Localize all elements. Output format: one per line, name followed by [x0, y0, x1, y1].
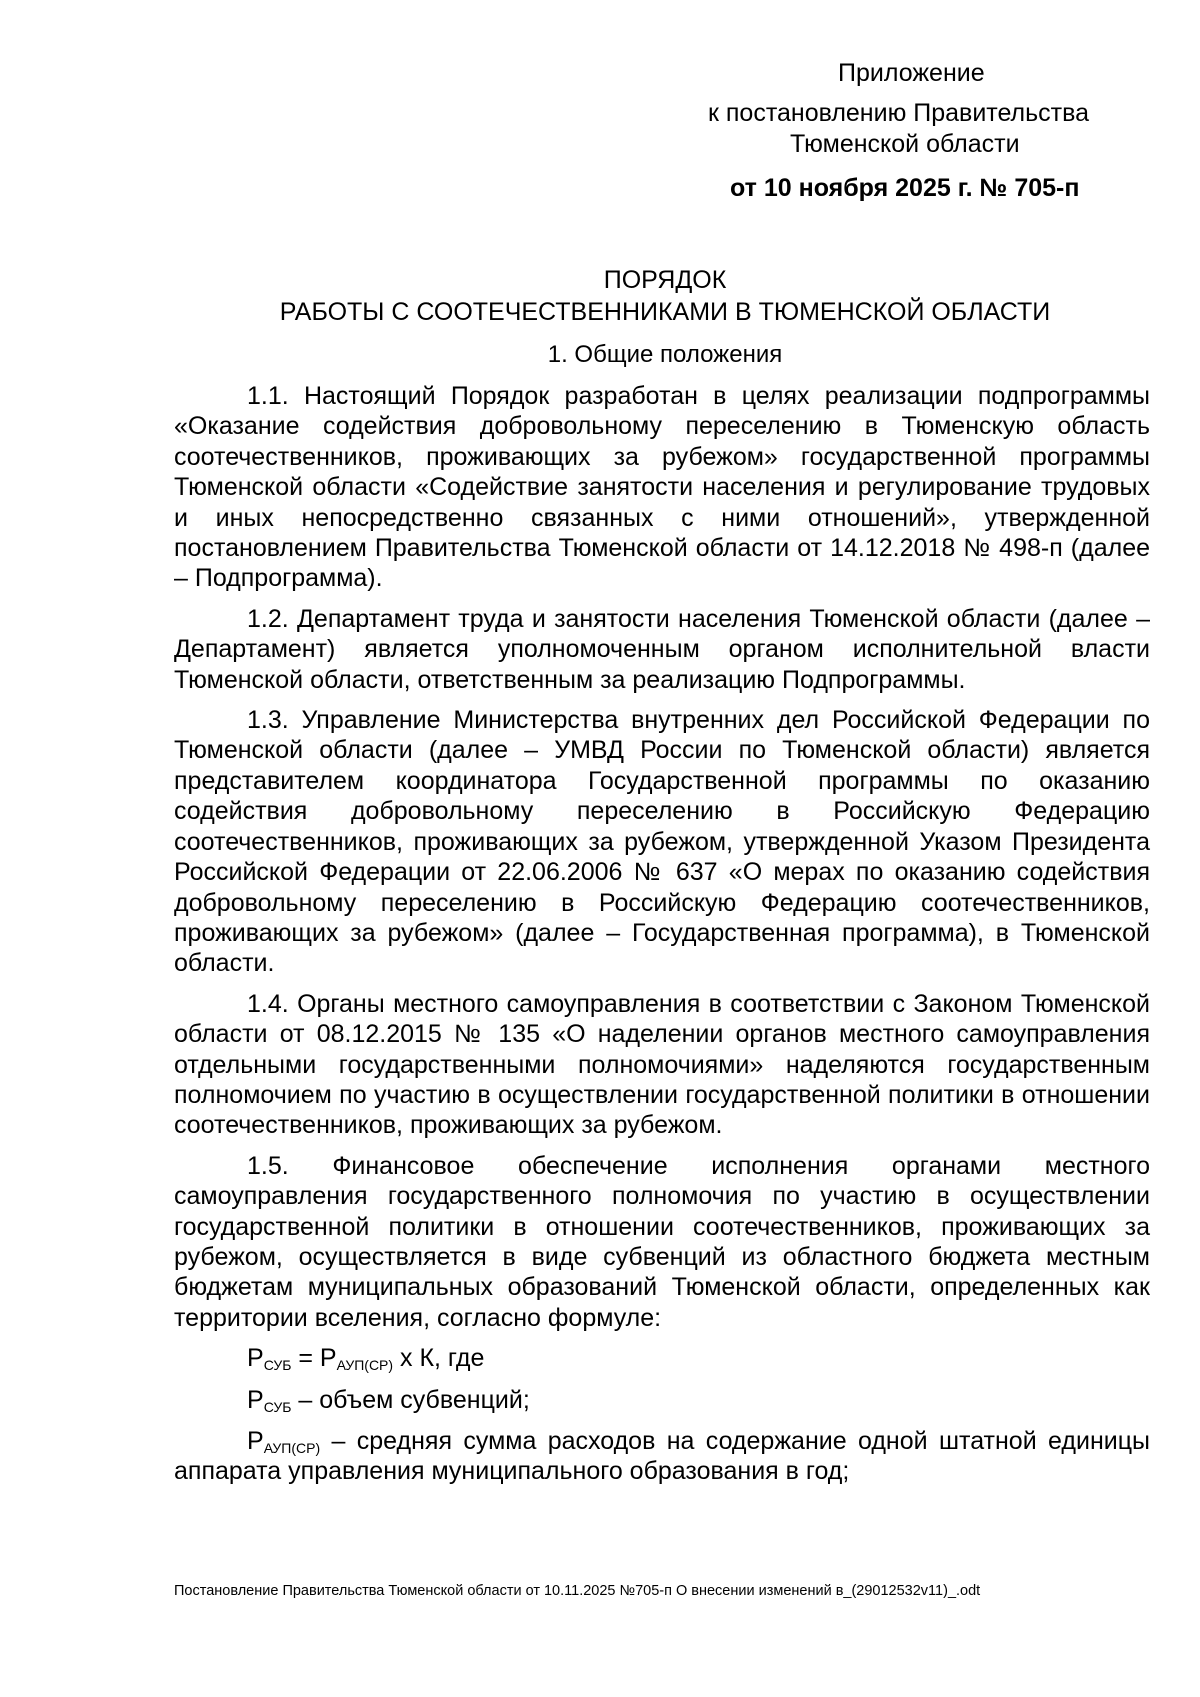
definition-average-expense	[174, 1426, 1150, 1487]
definition-text: – средняя сумма расходов на содержание одной штатной единицы аппарата управления муниципального образования в год;	[174, 1427, 1150, 1486]
paragraph-1-1: 1.1. Настоящий Порядок разработан в целях реализации подпрограммы «Оказание содействия добровольному переселению в Тюменскую область соотечественников, проживающих за рубежом» государственной программы Тюменской области «Содействие занятости населения и регулирование трудовых и иных непосредственно связанных с ними отношений», утвержденной постановлением Правительства Тюменской области от 14.12.2018 № 498-п (далее – Подпрограмма).	[174, 382, 1150, 593]
document-footer: Постановление Правительства Тюменской области от 10.11.2025 №705-п О внесении изменений в_(29012532v11)_.odt	[174, 1583, 981, 1599]
document-body	[174, 381, 1150, 1497]
definition-symbol: Р	[247, 1427, 264, 1455]
formula-subscript: АУП(СР)	[336, 1357, 394, 1374]
resolution-date-number: от 10 ноября 2025 г. № 705-п	[730, 174, 1080, 202]
formula-symbol: Р	[247, 1344, 264, 1373]
document-subtitle: РАБОТЫ С СООТЕЧЕСТВЕННИКАМИ В ТЮМЕНСКОЙ ОБЛАСТИ	[279, 298, 1051, 326]
region-name: Тюменской области	[790, 130, 1020, 158]
formula-symbol: Р	[319, 1344, 337, 1373]
definition-text: – объем субвенций;	[291, 1385, 530, 1414]
paragraph-1-4: 1.4. Органы местного самоуправления в соответствии с Законом Тюменской области от 08.12.2015 № 135 «О наделении органов местного самоуправления отдельными государственными полномочиями» наделяются государственным полномочием по участию в осуществлении государственной политики в отношении соотечественников, проживающих за рубежом.	[174, 989, 1150, 1140]
formula-equals: =	[291, 1344, 320, 1373]
document-title: ПОРЯДОК	[603, 266, 727, 294]
appendix-label: Приложение	[838, 59, 985, 87]
definition-subscript: СУБ	[263, 1398, 292, 1415]
definition-symbol: Р	[247, 1385, 264, 1414]
formula-rest: х К, где	[393, 1344, 485, 1373]
paragraph-1-3: 1.3. Управление Министерства внутренних дел Российской Федерации по Тюменской области (далее – УМВД России по Тюменской области) является представителем координатора Государственной программы по оказанию содействия добровольному переселению в Российскую Федерацию соотечественников, проживающих за рубежом, утвержденной Указом Президента Российской Федерации от 22.06.2006 № 637 «О мерах по оказанию содействия добровольному переселению в Российскую Федерацию соотечественников, проживающих за рубежом» (далее – Государственная программа), в Тюменской области.	[174, 706, 1150, 978]
subvention-formula	[174, 1343, 1150, 1373]
section-heading: 1. Общие положения	[547, 341, 783, 368]
paragraph-1-2: 1.2. Департамент труда и занятости населения Тюменской области (далее – Департамент) является уполномоченным органом исполнительной власти Тюменской области, ответственным за реализацию Подпрограммы.	[174, 604, 1150, 694]
formula-subscript: СУБ	[263, 1357, 292, 1374]
paragraph-1-5: 1.5. Финансовое обеспечение исполнения органами местного самоуправления государственного полномочия по участию в осуществлении государственной политики в отношении соотечественников, проживающих за рубежом, осуществляется в виде субвенций из областного бюджета местным бюджетам муниципальных образований Тюменской области, определенных как территории вселения, согласно формуле:	[174, 1151, 1150, 1332]
definition-subvention	[174, 1385, 1150, 1415]
definition-subscript: АУП(СР)	[263, 1440, 321, 1456]
resolution-reference: к постановлению Правительства	[708, 99, 1090, 127]
